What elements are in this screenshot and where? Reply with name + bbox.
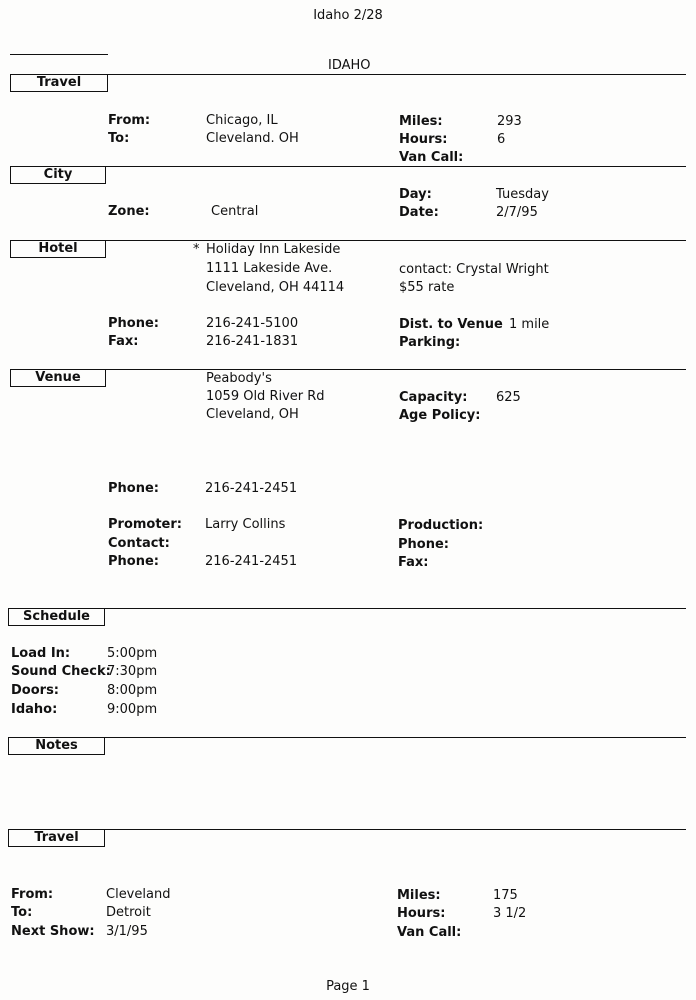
page-header-title: Idaho 2/28 (313, 8, 383, 23)
next-travel-vancall-label: Van Call: (397, 925, 462, 940)
next-show-value: 3/1/95 (106, 924, 148, 939)
venue-production-phone-label: Phone: (398, 537, 449, 552)
next-travel-to-value: Detroit (106, 905, 151, 920)
section-label-schedule: Schedule (8, 608, 105, 626)
next-travel-miles-value: 175 (493, 888, 518, 903)
venue-address-line2: Cleveland, OH (206, 407, 299, 422)
schedule-item-time: 7:30pm (107, 664, 158, 679)
venue-promoter-label: Promoter: (108, 517, 182, 532)
band-name: IDAHO (328, 58, 371, 73)
travel-hours-value: 6 (497, 132, 506, 147)
city-zone-value: Central (211, 204, 259, 219)
travel-next-divider (8, 829, 686, 830)
schedule-item-label: Load In: (11, 646, 71, 661)
venue-promoter-phone-label: Phone: (108, 554, 159, 569)
schedule-item-label: Idaho: (11, 702, 58, 717)
travel-miles-label: Miles: (399, 114, 443, 129)
travel-to-label: To: (108, 131, 130, 146)
city-date-value: 2/7/95 (496, 205, 538, 220)
hotel-address-line1: 1111 Lakeside Ave. (206, 261, 333, 276)
section-label-hotel: Hotel (10, 240, 106, 258)
hotel-rate: $55 rate (399, 280, 455, 295)
city-zone-label: Zone: (108, 204, 150, 219)
hotel-phone-value: 216-241-5100 (206, 316, 299, 331)
venue-capacity-value: 625 (496, 390, 521, 405)
schedule-divider (8, 608, 686, 609)
schedule-item-label: Sound Check: (11, 664, 111, 679)
hotel-parking-label: Parking: (399, 335, 461, 350)
notes-divider (8, 737, 686, 738)
travel-vancall-label: Van Call: (399, 150, 464, 165)
venue-age-policy-label: Age Policy: (399, 408, 481, 423)
travel-hours-label: Hours: (399, 132, 448, 147)
venue-phone-value: 216-241-2451 (205, 481, 298, 496)
travel-from-value: Chicago, IL (206, 113, 278, 128)
venue-promoter-phone-value: 216-241-2451 (205, 554, 298, 569)
next-travel-hours-value: 3 1/2 (493, 906, 527, 921)
next-travel-from-value: Cleveland (106, 887, 171, 902)
venue-promoter-value: Larry Collins (205, 517, 286, 532)
hotel-distance-value: 1 mile (509, 317, 550, 332)
hotel-contact: contact: Crystal Wright (399, 262, 549, 277)
hotel-distance-label: Dist. to Venue (399, 317, 503, 332)
schedule-item-label: Doors: (11, 683, 60, 698)
venue-divider (10, 369, 686, 370)
schedule-item-time: 5:00pm (107, 646, 158, 661)
travel-from-label: From: (108, 113, 151, 128)
hotel-divider (10, 240, 686, 241)
schedule-item-time: 9:00pm (107, 702, 158, 717)
hotel-phone-label: Phone: (108, 316, 159, 331)
next-travel-to-label: To: (11, 905, 33, 920)
hotel-address-line2: Cleveland, OH 44114 (206, 280, 345, 295)
venue-contact-label: Contact: (108, 536, 170, 551)
section-label-venue: Venue (10, 369, 106, 387)
venue-capacity-label: Capacity: (399, 390, 468, 405)
hotel-preferred-marker: * (193, 242, 200, 257)
hotel-fax-label: Fax: (108, 334, 139, 349)
venue-production-label: Production: (398, 518, 484, 533)
next-travel-miles-label: Miles: (397, 888, 441, 903)
schedule-item-time: 8:00pm (107, 683, 158, 698)
band-divider (10, 74, 686, 75)
section-label-travel-next: Travel (8, 829, 105, 847)
travel-to-value: Cleveland. OH (206, 131, 299, 146)
section-label-city: City (10, 166, 106, 184)
city-day-label: Day: (399, 187, 432, 202)
venue-address-line1: 1059 Old River Rd (206, 389, 325, 404)
venue-phone-label: Phone: (108, 481, 159, 496)
page-number: Page 1 (326, 979, 370, 994)
venue-name: Peabody's (206, 371, 272, 386)
city-date-label: Date: (399, 205, 439, 220)
venue-production-fax-label: Fax: (398, 555, 429, 570)
section-label-travel: Travel (10, 74, 108, 92)
next-travel-hours-label: Hours: (397, 906, 446, 921)
hotel-name: Holiday Inn Lakeside (206, 242, 341, 257)
hotel-fax-value: 216-241-1831 (206, 334, 299, 349)
travel-miles-value: 293 (497, 114, 522, 129)
next-show-label: Next Show: (11, 924, 95, 939)
next-travel-from-label: From: (11, 887, 54, 902)
city-divider (10, 166, 686, 167)
city-day-value: Tuesday (496, 187, 549, 202)
top-divider-short (10, 54, 108, 55)
section-label-notes: Notes (8, 737, 105, 755)
